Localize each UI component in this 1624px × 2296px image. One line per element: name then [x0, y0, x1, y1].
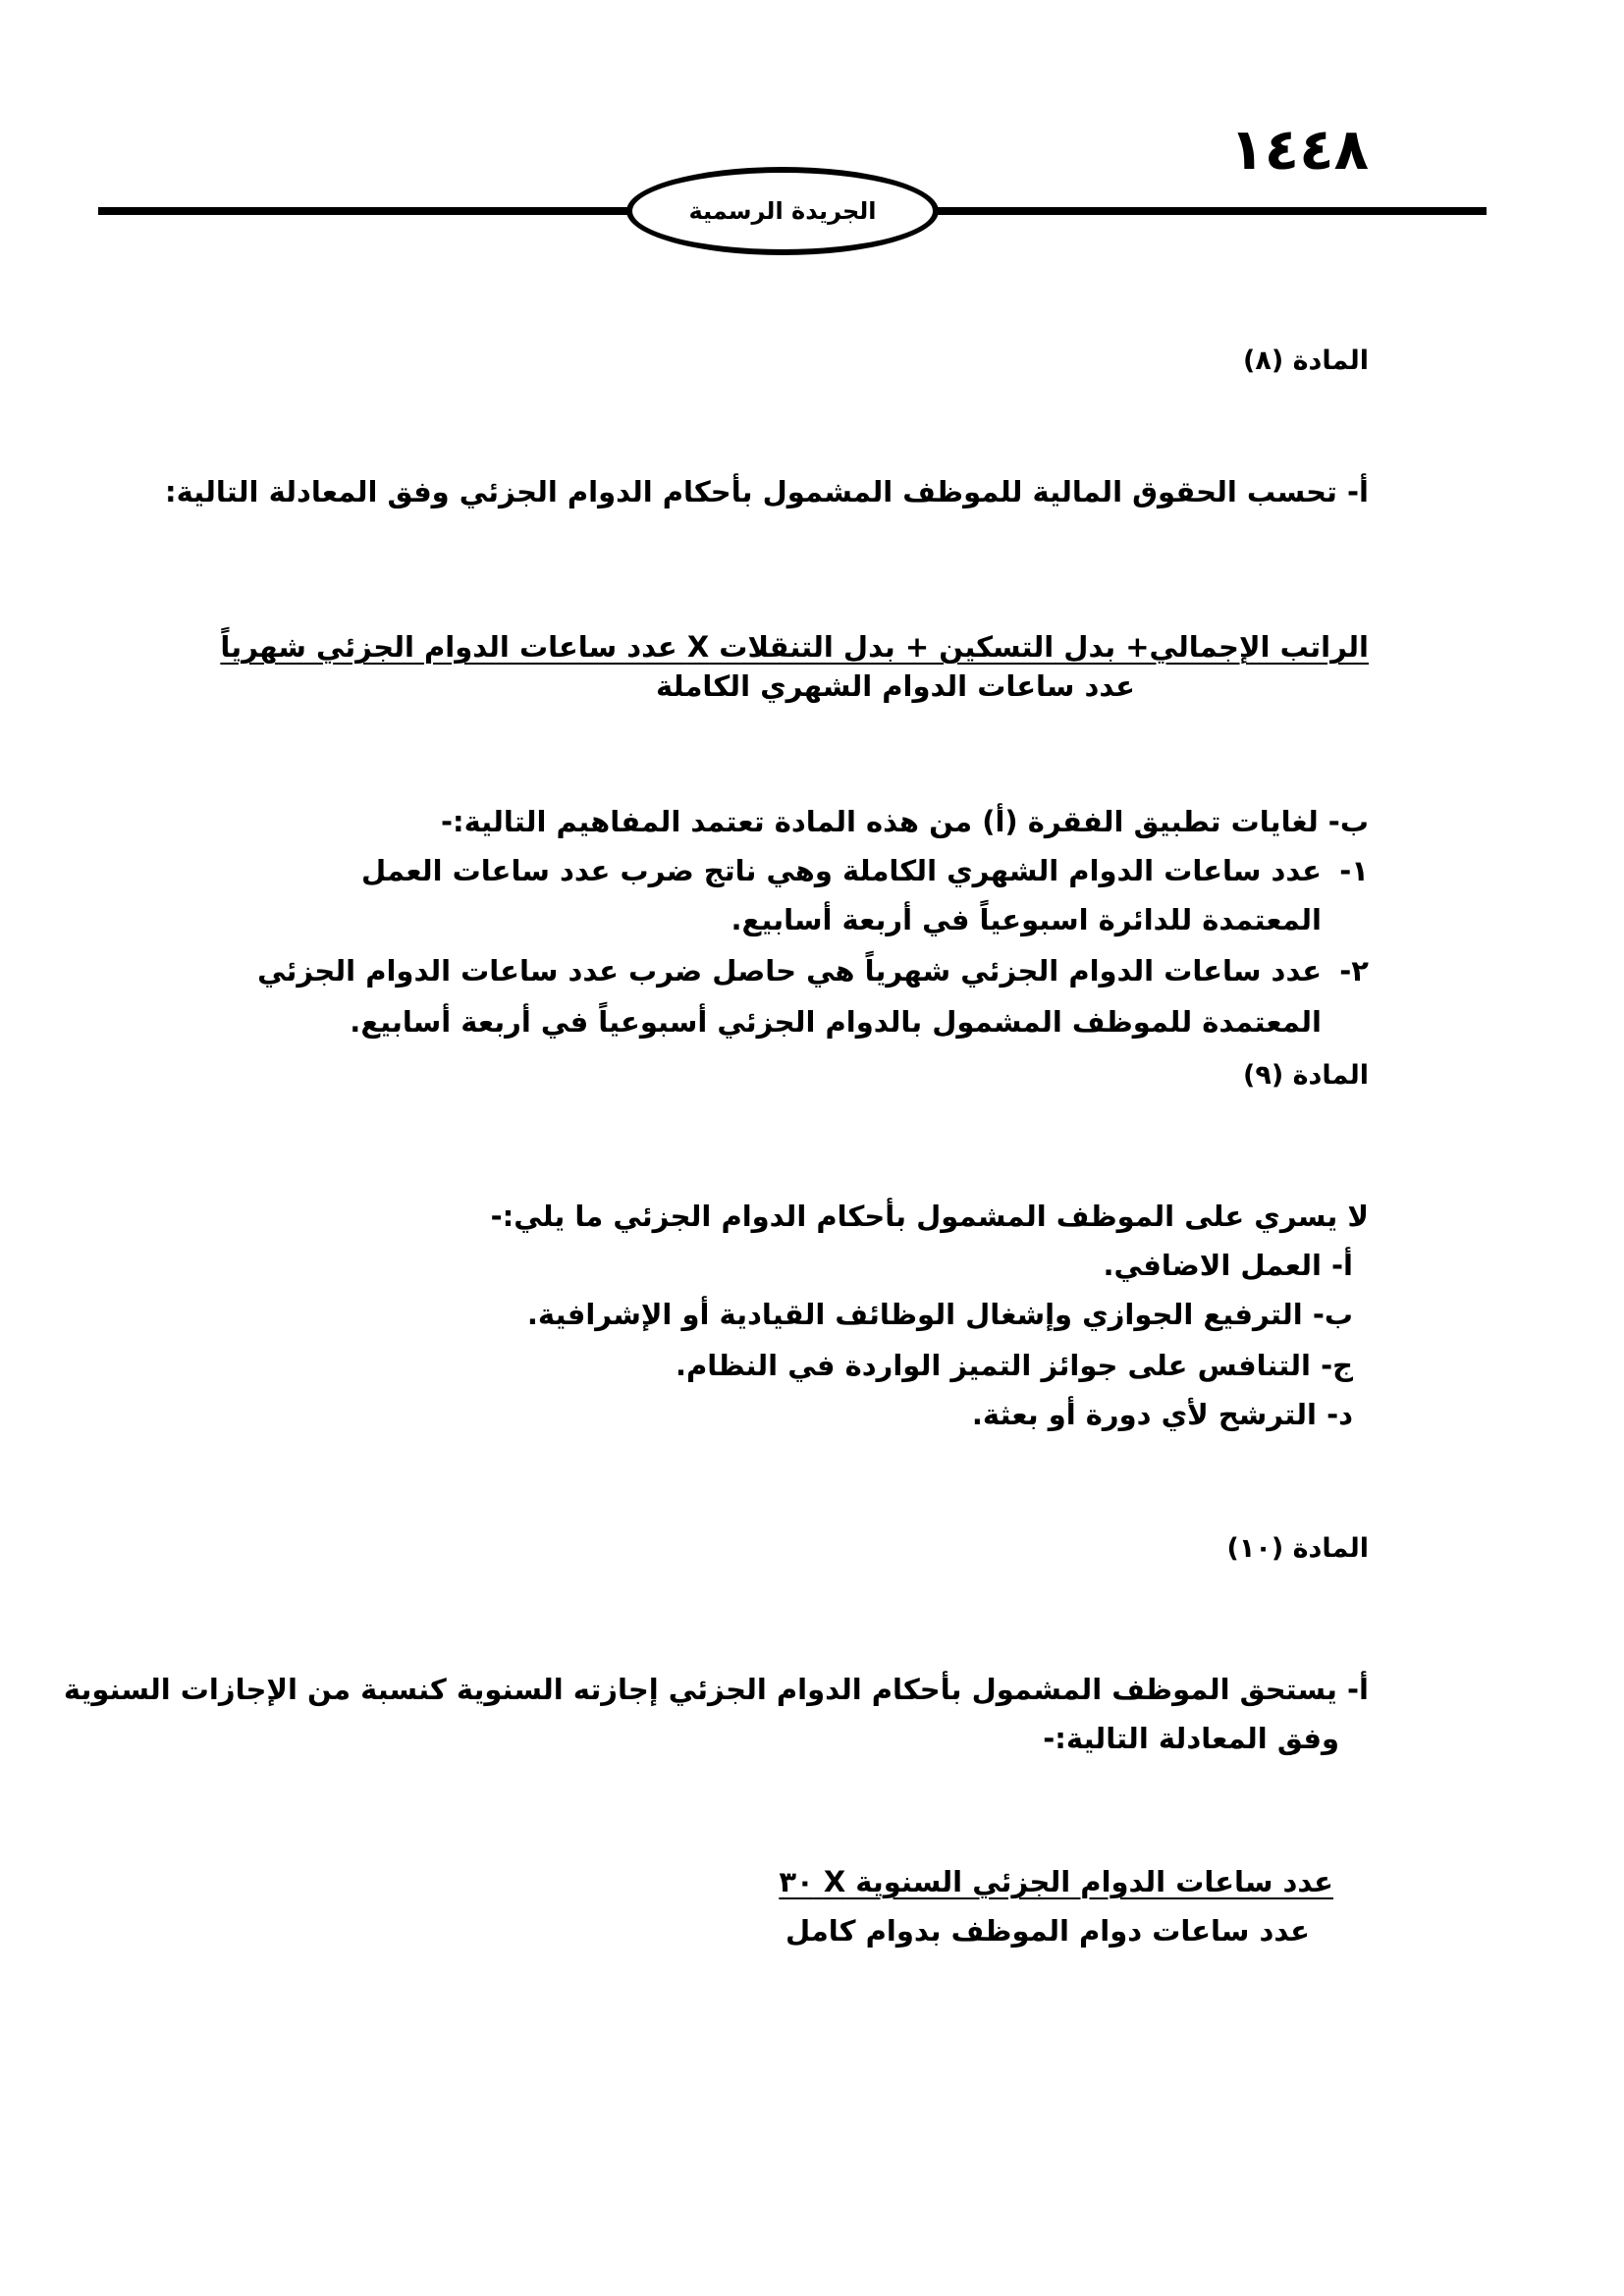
article-8-formula-denominator: عدد ساعات الدوام الشهري الكاملة: [656, 669, 1135, 703]
gazette-title: الجريدة الرسمية: [688, 197, 877, 225]
article-10-para-a-line-2: وفق المعادلة التالية:-: [1043, 1722, 1339, 1755]
article-9-item-b: ب- الترفيع الجوازي وإشغال الوظائف القيادية أو الإشرافية.: [526, 1298, 1353, 1331]
article-10-formula-denominator: عدد ساعات دوام الموظف بدوام كامل: [785, 1914, 1310, 1948]
article-8-item-2-line-2: المعتمدة للموظف المشمول بالدوام الجزئي أسبوعياً في أربعة أسابيع.: [350, 1005, 1322, 1039]
article-9-item-c: ج- التنافس على جوائز التميز الواردة في النظام.: [676, 1349, 1353, 1382]
article-8-para-a: أ- تحسب الحقوق المالية للموظف المشمول بأحكام الدوام الجزئي وفق المعادلة التالية:: [165, 475, 1369, 508]
article-10-formula-numerator: عدد ساعات الدوام الجزئي السنوية X ٣٠: [779, 1865, 1333, 1898]
article-8-title: المادة (٨): [1243, 346, 1369, 376]
article-8-item-2-label: ٢-: [1339, 954, 1369, 988]
header-oval: [626, 167, 939, 255]
page-number: ١٤٤٨: [1229, 116, 1369, 183]
article-9-item-d: د- الترشح لأي دورة أو بعثة.: [971, 1398, 1353, 1431]
article-8-item-2-line-1: عدد ساعات الدوام الجزئي شهرياً هي حاصل ضرب عدد ساعات الدوام الجزئي: [257, 954, 1322, 988]
article-8-formula-numerator: الراتب الإجمالي+ بدل التسكين + بدل التنقلات X عدد ساعات الدوام الجزئي شهرياً: [220, 630, 1369, 664]
article-9-intro: لا يسري على الموظف المشمول بأحكام الدوام الجزئي ما يلي:-: [490, 1200, 1369, 1233]
article-8-para-b: ب- لغايات تطبيق الفقرة (أ) من هذه المادة تعتمد المفاهيم التالية:-: [440, 805, 1369, 838]
article-10-para-a-line-1: أ- يستحق الموظف المشمول بأحكام الدوام الجزئي إجازته السنوية كنسبة من الإجازات السنوية: [63, 1673, 1369, 1706]
article-8-item-1-line-1: عدد ساعات الدوام الشهري الكاملة وهي ناتج ضرب عدد ساعات العمل: [361, 854, 1322, 887]
article-10-title: المادة (١٠): [1226, 1533, 1369, 1564]
article-9-item-a: أ- العمل الاضافي.: [1103, 1249, 1353, 1282]
article-9-title: المادة (٩): [1243, 1060, 1369, 1091]
article-8-item-1-label: ١-: [1339, 854, 1369, 887]
article-8-item-1-line-2: المعتمدة للدائرة اسبوعياً في أربعة أسابيع.: [731, 903, 1322, 936]
